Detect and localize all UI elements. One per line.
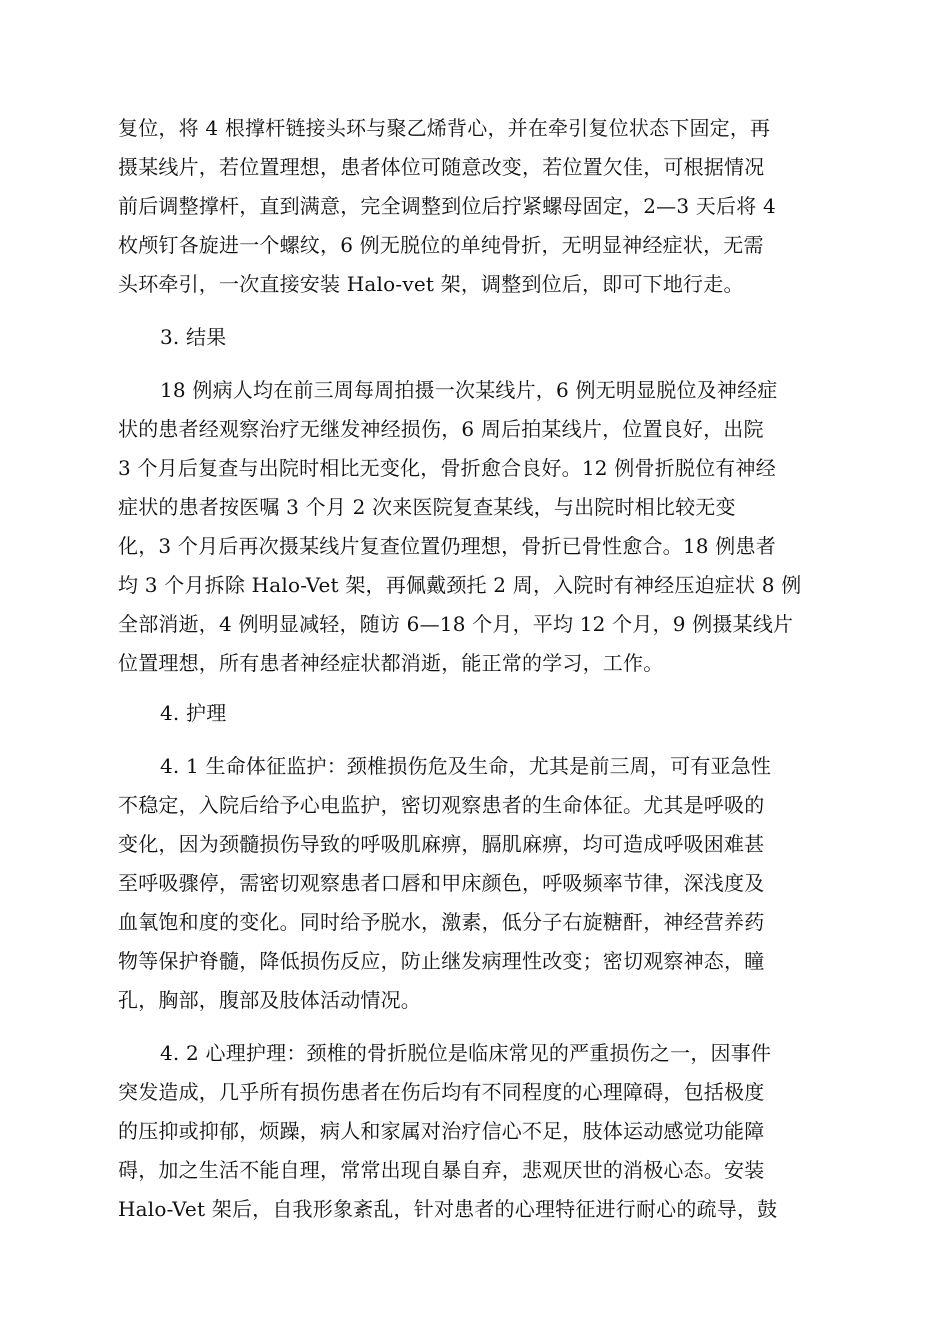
paragraph-line: 的压抑或抑郁，烦躁，病人和家属对治疗信心不足，肢体运动感觉功能障 — [118, 1119, 765, 1143]
paragraph-line: 前后调整撑杆，直到满意，完全调整到位后拧紧螺母固定，2—3 天后将 4 — [118, 194, 776, 218]
paragraph-line: 4. 1 生命体征监护：颈椎损伤危及生命，尤其是前三周，可有亚急性 — [160, 754, 772, 778]
paragraph-line: 位置理想，所有患者神经症状都消逝，能正常的学习，工作。 — [118, 651, 664, 675]
paragraph-line: 变化，因为颈髓损伤导致的呼吸肌麻痹，膈肌麻痹，均可造成呼吸困难甚 — [118, 832, 765, 856]
paragraph-line: 血氧饱和度的变化。同时给予脱水，激素，低分子右旋糖酐，神经营养药 — [118, 910, 765, 934]
paragraph-line: 不稳定，入院后给予心电监护，密切观察患者的生命体征。尤其是呼吸的 — [118, 793, 765, 817]
paragraph-line: 突发造成，几乎所有损伤患者在伤后均有不同程度的心理障碍，包括极度 — [118, 1080, 765, 1104]
section-heading-results: 3. 结果 — [160, 325, 227, 349]
paragraph-line: 物等保护脊髓，降低损伤反应，防止继发病理性改变；密切观察神态，瞳 — [118, 949, 765, 973]
paragraph-line: 复位，将 4 根撑杆链接头环与聚乙烯背心，并在牵引复位状态下固定，再 — [118, 116, 771, 140]
paragraph-line: 状的患者经观察治疗无继发神经损伤，6 周后拍某线片，位置良好，出院 — [118, 417, 764, 441]
paragraph-line: 头环牵引，一次直接安装 Halo-vet 架，调整到位后，即可下地行走。 — [118, 272, 744, 296]
paragraph-line: 3 个月后复查与出院时相比无变化，骨折愈合良好。12 例骨折脱位有神经 — [118, 456, 776, 480]
paragraph-line: 至呼吸骤停，需密切观察患者口唇和甲床颜色，呼吸频率节律，深浅度及 — [118, 871, 765, 895]
section-heading-nursing: 4. 护理 — [160, 701, 227, 725]
paragraph-line: 4. 2 心理护理：颈椎的骨折脱位是临床常见的严重损伤之一，因事件 — [160, 1041, 772, 1065]
paragraph-line: 孔，胸部，腹部及肢体活动情况。 — [118, 988, 421, 1012]
paragraph-line: 碍，加之生活不能自理，常常出现自暴自弃，悲观厌世的消极心态。安装 — [118, 1158, 765, 1182]
paragraph-line: 摄某线片，若位置理想，患者体位可随意改变，若位置欠佳，可根据情况 — [118, 155, 765, 179]
paragraph-line: 全部消逝，4 例明显减轻，随访 6—18 个月，平均 12 个月，9 例摄某线片 — [118, 612, 794, 636]
paragraph-line: 18 例病人均在前三周每周拍摄一次某线片，6 例无明显脱位及神经症 — [160, 378, 778, 402]
paragraph-line: Halo-Vet 架后，自我形象紊乱，针对患者的心理特征进行耐心的疏导，鼓 — [118, 1197, 778, 1221]
paragraph-line: 枚颅钉各旋进一个螺纹，6 例无脱位的单纯骨折，无明显神经症状，无需 — [118, 233, 764, 257]
paragraph-line: 均 3 个月拆除 Halo-Vet 架，再佩戴颈托 2 周，入院时有神经压迫症状 8 例 — [118, 573, 802, 597]
paragraph-line: 症状的患者按医嘱 3 个月 2 次来医院复查某线，与出院时相比较无变 — [118, 495, 736, 519]
paragraph-line: 化，3 个月后再次摄某线片复查位置仍理想，骨折已骨性愈合。18 例患者 — [118, 534, 776, 558]
